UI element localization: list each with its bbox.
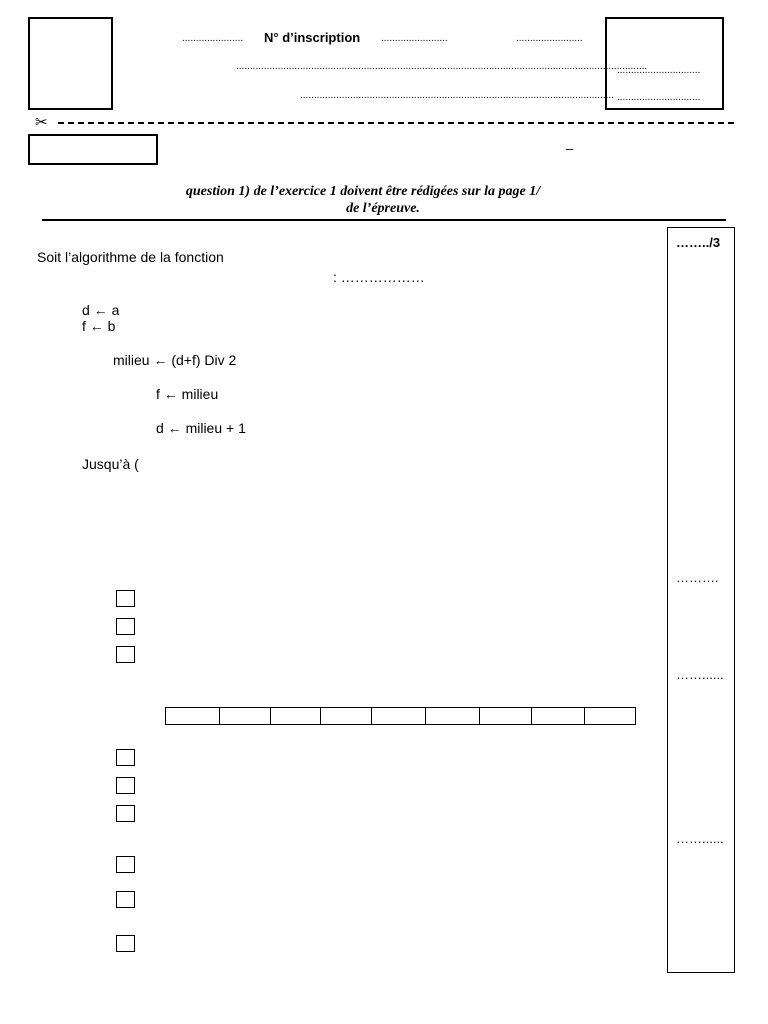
inscription-label: N° d’inscription [264, 30, 361, 45]
score-total: ……../3 [676, 235, 721, 250]
code-line-until: Jusqu’à ( [82, 456, 139, 472]
array-cell[interactable] [271, 707, 321, 725]
instruction-line-2: de l’épreuve. [346, 201, 420, 216]
answer-checkbox[interactable] [116, 646, 135, 663]
header-field-line-3[interactable]: ................................................................................................................. [300, 90, 614, 101]
cut-line [58, 122, 734, 124]
inscription-field[interactable]: ........................ [381, 33, 448, 44]
array-cell[interactable] [372, 707, 426, 725]
grade-box-field-1[interactable]: .............................. [617, 65, 701, 76]
scissors-icon: ✂ [35, 113, 48, 131]
code-line-f-assign: f ← b [82, 318, 116, 334]
header-field-line-2[interactable]: .................................................................................................................................................... [236, 61, 648, 72]
array-cell[interactable] [480, 707, 532, 725]
answer-checkbox[interactable] [116, 590, 135, 607]
array-cell[interactable] [321, 707, 372, 725]
answer-checkbox[interactable] [116, 749, 135, 766]
answer-checkbox[interactable] [116, 618, 135, 635]
array-cell[interactable] [426, 707, 480, 725]
code-line-f-milieu: f ← milieu [156, 386, 219, 402]
header-dash: – [566, 141, 574, 156]
answer-checkbox[interactable] [116, 891, 135, 908]
photo-box-left [28, 17, 113, 110]
inscription-dots-before: ...................... [182, 33, 244, 44]
answer-checkbox[interactable] [116, 805, 135, 822]
array-grid [165, 707, 636, 725]
instruction-line-1: question 1) de l’exercice 1 doivent être rédigées sur la page 1/ [185, 184, 541, 199]
grade-box-field-2[interactable]: .............................. [617, 92, 701, 103]
section-divider [42, 219, 726, 221]
score-mark-1[interactable]: ………. [676, 570, 719, 585]
header-field-right-1[interactable]: ........................ [516, 33, 583, 44]
score-mark-2[interactable]: ……...... [676, 667, 724, 682]
array-cell[interactable] [220, 707, 271, 725]
answer-checkbox[interactable] [116, 777, 135, 794]
array-cell[interactable] [165, 707, 220, 725]
answer-checkbox[interactable] [116, 935, 135, 952]
code-line-d-assign: d ← a [82, 302, 120, 318]
score-mark-3[interactable]: ……...... [676, 831, 724, 846]
code-line-d-milieu: d ← milieu + 1 [156, 420, 246, 436]
array-cell[interactable] [585, 707, 636, 725]
function-signature-suffix: : ……………… [333, 269, 425, 285]
answer-checkbox[interactable] [116, 856, 135, 873]
code-line-milieu: milieu ← (d+f) Div 2 [113, 352, 237, 368]
student-number-box[interactable] [28, 134, 158, 165]
algorithm-intro: Soit l’algorithme de la fonction [37, 249, 224, 265]
score-column [667, 227, 735, 973]
array-cell[interactable] [532, 707, 585, 725]
